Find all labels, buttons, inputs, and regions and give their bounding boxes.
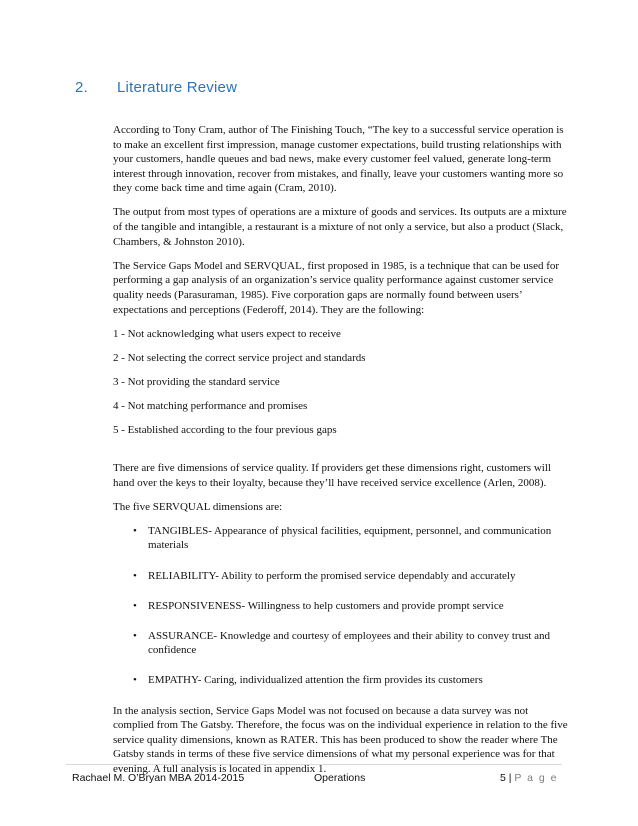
- body-text: [113, 123, 568, 786]
- dimension-text: RESPONSIVENESS- Willingness to help customers and provide prompt service: [148, 599, 504, 612]
- list-item: [113, 524, 568, 553]
- section-number: 2.: [75, 79, 88, 96]
- paragraph-five-dimensions: There are five dimensions of service quality. If providers get these dimensions right, customers will hand over the keys to their loyalty, because they’ll have received service excellence (Arlen, 2008).: [113, 462, 551, 489]
- gap-item: 1 - Not acknowledging what users expect to receive: [113, 327, 341, 340]
- list-item: [113, 629, 568, 658]
- paragraph-cram-quote: According to Tony Cram, author of The Finishing Touch, “The key to a successful service operation is to make an excellent first impression, manage customer expectations, build trusting relationships with your customers, handle queues and bad news, make every customer feel valued, generate long-term interest through innovation, recover from mistakes, and finally, leave your customers wanting more so they come back time and time again (Cram, 2010).: [113, 124, 564, 195]
- dimension-text: TANGIBLES- Appearance of physical facilities, equipment, personnel, and communication materials: [148, 524, 552, 552]
- footer-separator: |: [508, 772, 512, 784]
- section-heading: [75, 79, 237, 96]
- page-number: 5: [499, 772, 506, 784]
- dimension-text: EMPATHY- Caring, individualized attention the firm provides its customers: [148, 674, 483, 687]
- page-footer: [66, 764, 562, 786]
- paragraph-operations-output: The output from most types of operations are a mixture of goods and services. Its outputs are a mixture of the tangible and intangible, a restaurant is a mixture of not only a service, but also a product (Slack, Chambers, & Johnston 2010).: [113, 206, 567, 248]
- page-label: P a g e: [514, 772, 558, 784]
- list-item: [113, 673, 568, 688]
- footer-page-info: [500, 772, 558, 784]
- dimension-text: ASSURANCE- Knowledge and courtesy of employees and their ability to convey trust and confidence: [148, 629, 551, 657]
- paragraph-gap: [113, 447, 568, 461]
- paragraph-analysis-section: In the analysis section, Service Gaps Model was not focused on because a data survey was not complied from The Gatsby. Therefore, the focus was on the individual experience in relation to the five service quality dimensions, known as RATER. This has been produced to show the reader where The Gatsby stands in terms of these five service dimensions of what my personal experience was for that evening. A full analysis is located in appendix 1.: [113, 704, 568, 775]
- footer-author: Rachael M. O’Bryan MBA 2014-2015: [72, 772, 245, 784]
- bullet-icon: •: [133, 599, 137, 612]
- paragraph-servqual-intro: The five SERVQUAL dimensions are:: [113, 500, 283, 513]
- gap-item: 4 - Not matching performance and promises: [113, 399, 308, 412]
- footer-subject: Operations: [314, 772, 366, 784]
- bullet-icon: •: [133, 524, 137, 537]
- bullet-icon: •: [133, 569, 137, 582]
- list-item: [113, 569, 568, 584]
- section-title: Literature Review: [117, 79, 238, 96]
- gap-item: 5 - Established according to the four previous gaps: [113, 424, 337, 436]
- list-item: [113, 599, 568, 614]
- dimension-text: RELIABILITY- Ability to perform the promised service dependably and accurately: [148, 569, 516, 582]
- bullet-icon: •: [133, 629, 137, 642]
- bullet-icon: •: [133, 674, 137, 687]
- servqual-dimensions-list: [113, 524, 568, 688]
- gap-item: 3 - Not providing the standard service: [113, 375, 280, 388]
- paragraph-service-gaps-model: The Service Gaps Model and SERVQUAL, first proposed in 1985, is a technique that can be used for performing a gap analysis of an organization’s service quality performance against customer service quality needs (Parasuraman, 1985). Five corporation gaps are normally found between users’ expectations and perceptions (Federoff, 2014). They are the following:: [113, 259, 560, 316]
- gap-item: 2 - Not selecting the correct service project and standards: [113, 351, 366, 364]
